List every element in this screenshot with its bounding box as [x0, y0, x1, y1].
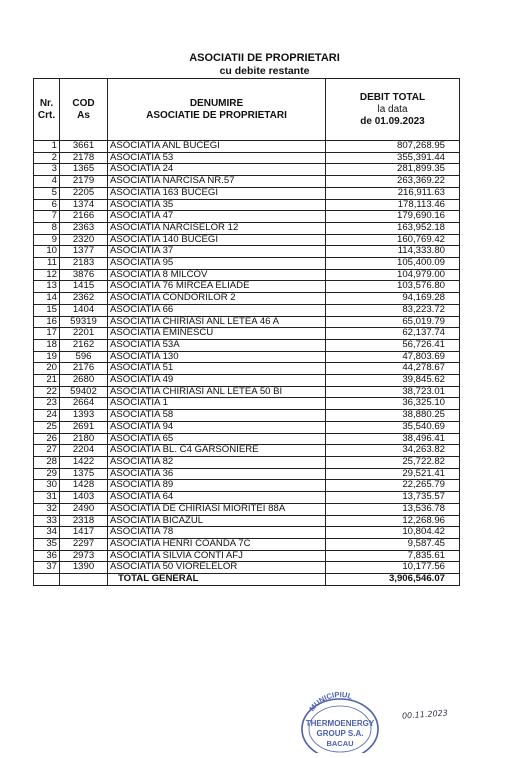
row-name: ASOCIATIA 94 — [108, 421, 326, 433]
row-cod: 2205 — [60, 187, 108, 199]
row-nr: 29 — [34, 468, 60, 480]
row-name: ASOCIATIA 64 — [108, 492, 326, 504]
header-nr-line2: Crt. — [37, 109, 56, 121]
total-empty-nr — [34, 574, 60, 586]
row-name: ASOCIATIA 51 — [108, 363, 326, 375]
row-cod: 1390 — [60, 562, 108, 574]
row-cod: 2178 — [60, 152, 108, 164]
table-row — [34, 363, 460, 375]
svg-text:MUNICIPIUL — [307, 690, 354, 713]
table-row — [34, 562, 460, 574]
row-debit: 65,019.79 — [326, 316, 460, 328]
row-name: ASOCIATIA 24 — [108, 164, 326, 176]
row-debit: 13,735.57 — [326, 492, 460, 504]
row-cod: 1417 — [60, 527, 108, 539]
debts-table — [33, 78, 460, 586]
document-subtitle: cu debite restante — [219, 65, 310, 77]
row-debit: 179,690.16 — [326, 211, 460, 223]
row-nr: 4 — [34, 176, 60, 188]
row-nr: 15 — [34, 304, 60, 316]
row-name: ASOCIATIA 82 — [108, 456, 326, 468]
row-name: ASOCIATIA 37 — [108, 246, 326, 258]
row-nr: 36 — [34, 550, 60, 562]
row-nr: 23 — [34, 398, 60, 410]
table-row — [34, 515, 460, 527]
company-stamp — [294, 685, 384, 753]
row-nr: 12 — [34, 269, 60, 281]
row-name: ASOCIATIA 76 MIRCEA ELIADE — [108, 281, 326, 293]
table-row — [34, 492, 460, 504]
stamp-line4: BACAU — [326, 739, 354, 748]
stamp-line3: GROUP S.A. — [316, 729, 364, 738]
row-nr: 7 — [34, 211, 60, 223]
row-nr: 3 — [34, 164, 60, 176]
table-row — [34, 351, 460, 363]
row-cod: 2691 — [60, 421, 108, 433]
row-cod: 1422 — [60, 456, 108, 468]
table-row — [34, 187, 460, 199]
header-nr-line1: Nr. — [39, 97, 54, 109]
row-name: ASOCIATIA 140 BUCEGI — [108, 234, 326, 246]
row-nr: 35 — [34, 538, 60, 550]
row-cod: 1428 — [60, 480, 108, 492]
table-row — [34, 152, 460, 164]
row-nr: 20 — [34, 363, 60, 375]
row-cod: 1403 — [60, 492, 108, 504]
row-debit: 12,268.96 — [326, 515, 460, 527]
row-cod: 59319 — [60, 316, 108, 328]
row-cod: 59402 — [60, 386, 108, 398]
row-name: ASOCIATIA 78 — [108, 527, 326, 539]
table-row — [34, 304, 460, 316]
row-name: ASOCIATIA 66 — [108, 304, 326, 316]
row-nr: 22 — [34, 386, 60, 398]
table-row — [34, 141, 460, 153]
row-nr: 6 — [34, 199, 60, 211]
table-row — [34, 456, 460, 468]
row-nr: 21 — [34, 375, 60, 387]
row-name: ASOCIATIA 53A — [108, 339, 326, 351]
row-name: ASOCIATIA 49 — [108, 375, 326, 387]
row-cod: 1377 — [60, 246, 108, 258]
header-cod-line2: As — [77, 109, 90, 121]
row-debit: 38,496.41 — [326, 433, 460, 445]
row-debit: 22,265.79 — [326, 480, 460, 492]
row-cod: 1404 — [60, 304, 108, 316]
table-row — [34, 211, 460, 223]
row-name: ASOCIATIA 50 VIORELELOR — [108, 562, 326, 574]
row-nr: 5 — [34, 187, 60, 199]
row-cod: 1393 — [60, 410, 108, 422]
table-row — [34, 445, 460, 457]
row-name: ASOCIATIA CONDORILOR 2 — [108, 293, 326, 305]
row-name: ASOCIATIA 58 — [108, 410, 326, 422]
row-debit: 807,268.95 — [326, 141, 460, 153]
table-row — [34, 246, 460, 258]
header-debit-line3: de 01.09.2023 — [360, 115, 425, 127]
row-name: ASOCIATIA 36 — [108, 468, 326, 480]
row-cod: 2297 — [60, 538, 108, 550]
row-cod: 2664 — [60, 398, 108, 410]
row-debit: 160,769.42 — [326, 234, 460, 246]
row-cod: 2680 — [60, 375, 108, 387]
row-nr: 2 — [34, 152, 60, 164]
row-cod: 2183 — [60, 258, 108, 270]
row-nr: 19 — [34, 351, 60, 363]
row-cod: 2162 — [60, 339, 108, 351]
row-debit: 47,803.69 — [326, 351, 460, 363]
row-debit: 29,521.41 — [326, 468, 460, 480]
row-nr: 18 — [34, 339, 60, 351]
table-row — [34, 339, 460, 351]
document-title: ASOCIATII DE PROPRIETARI — [189, 52, 340, 64]
row-name: ASOCIATIA 163 BUCEGI — [108, 187, 326, 199]
total-label: TOTAL GENERAL — [108, 574, 326, 586]
row-cod: 2180 — [60, 433, 108, 445]
row-nr: 26 — [34, 433, 60, 445]
row-nr: 13 — [34, 281, 60, 293]
row-cod: 2320 — [60, 234, 108, 246]
row-cod: 2973 — [60, 550, 108, 562]
row-nr: 24 — [34, 410, 60, 422]
row-cod: 596 — [60, 351, 108, 363]
row-name: ASOCIATIA 130 — [108, 351, 326, 363]
row-cod: 3661 — [60, 141, 108, 153]
table-row — [34, 386, 460, 398]
row-cod: 2363 — [60, 222, 108, 234]
row-cod: 1415 — [60, 281, 108, 293]
header-name-line1: DENUMIRE — [189, 97, 244, 109]
row-debit: 36,325.10 — [326, 398, 460, 410]
row-cod: 2176 — [60, 363, 108, 375]
row-name: ASOCIATIA 89 — [108, 480, 326, 492]
table-row — [34, 375, 460, 387]
row-cod: 2179 — [60, 176, 108, 188]
table-row — [34, 234, 460, 246]
table-body — [34, 141, 460, 574]
total-row — [34, 574, 460, 586]
row-cod: 1365 — [60, 164, 108, 176]
row-name: ASOCIATIA 65 — [108, 433, 326, 445]
row-nr: 1 — [34, 141, 60, 153]
row-name: ASOCIATIA NARCISA NR.57 — [108, 176, 326, 188]
table-row — [34, 164, 460, 176]
row-name: ASOCIATIA 8 MILCOV — [108, 269, 326, 281]
table-row — [34, 316, 460, 328]
row-nr: 9 — [34, 234, 60, 246]
row-debit: 83,223.72 — [326, 304, 460, 316]
row-name: ASOCIATIA CHIRIASI ANL LETEA 50 BI — [108, 386, 326, 398]
row-cod: 2204 — [60, 445, 108, 457]
row-nr: 14 — [34, 293, 60, 305]
row-debit: 355,391.44 — [326, 152, 460, 164]
stamp-line1: MUNICIPIUL — [307, 689, 354, 713]
row-nr: 10 — [34, 246, 60, 258]
row-debit: 103,576.80 — [326, 281, 460, 293]
table-header-row — [34, 79, 460, 141]
table-row — [34, 527, 460, 539]
row-nr: 30 — [34, 480, 60, 492]
row-name: ASOCIATIA BL. C4 GARSONIERE — [108, 445, 326, 457]
total-empty-cod — [60, 574, 108, 586]
row-cod: 2318 — [60, 515, 108, 527]
header-nr — [34, 79, 60, 141]
table-row — [34, 410, 460, 422]
row-debit: 39,845.62 — [326, 375, 460, 387]
row-nr: 33 — [34, 515, 60, 527]
table-row — [34, 293, 460, 305]
row-nr: 34 — [34, 527, 60, 539]
table-row — [34, 269, 460, 281]
row-nr: 25 — [34, 421, 60, 433]
total-value: 3,906,546.07 — [326, 574, 460, 586]
row-nr: 11 — [34, 258, 60, 270]
row-debit: 104,979.00 — [326, 269, 460, 281]
header-debit-line2: la data — [377, 103, 408, 115]
row-name: ASOCIATIA 1 — [108, 398, 326, 410]
row-debit: 13,536.78 — [326, 503, 460, 515]
row-name: ASOCIATIA NARCISELOR 12 — [108, 222, 326, 234]
header-debit — [326, 79, 460, 141]
row-debit: 34,263.82 — [326, 445, 460, 457]
stamp-graphic — [294, 685, 384, 753]
row-debit: 56,726.41 — [326, 339, 460, 351]
row-nr: 8 — [34, 222, 60, 234]
row-debit: 44,278.67 — [326, 363, 460, 375]
table-row — [34, 433, 460, 445]
row-debit: 62,137.74 — [326, 328, 460, 340]
table-row — [34, 398, 460, 410]
row-debit: 25,722.82 — [326, 456, 460, 468]
header-name — [108, 79, 326, 141]
header-debit-line1: DEBIT TOTAL — [359, 91, 426, 103]
table-row — [34, 281, 460, 293]
row-debit: 10,804.42 — [326, 527, 460, 539]
row-cod: 3876 — [60, 269, 108, 281]
table-row — [34, 176, 460, 188]
row-nr: 37 — [34, 562, 60, 574]
row-name: ASOCIATIA ANL BUCEGI — [108, 141, 326, 153]
row-name: ASOCIATIA 53 — [108, 152, 326, 164]
header-cod-line1: COD — [72, 97, 95, 109]
row-name: ASOCIATIA 47 — [108, 211, 326, 223]
row-nr: 16 — [34, 316, 60, 328]
table-row — [34, 538, 460, 550]
row-cod: 1375 — [60, 468, 108, 480]
row-name: ASOCIATIA HENRI COANDA 7C — [108, 538, 326, 550]
row-cod: 2166 — [60, 211, 108, 223]
row-nr: 28 — [34, 456, 60, 468]
row-debit: 178,113.46 — [326, 199, 460, 211]
row-name: ASOCIATIA DE CHIRIASI MIORITEI 88A — [108, 503, 326, 515]
row-name: ASOCIATIA BICAZUL — [108, 515, 326, 527]
table-row — [34, 550, 460, 562]
row-debit: 35,540.69 — [326, 421, 460, 433]
table-row — [34, 199, 460, 211]
stamp-line2: THERMOENERGY — [305, 719, 375, 728]
row-nr: 17 — [34, 328, 60, 340]
row-debit: 281,899.35 — [326, 164, 460, 176]
row-debit: 163,952.18 — [326, 222, 460, 234]
row-nr: 31 — [34, 492, 60, 504]
row-name: ASOCIATIA CHIRIASI ANL LETEA 46 A — [108, 316, 326, 328]
row-cod: 2201 — [60, 328, 108, 340]
row-cod: 1374 — [60, 199, 108, 211]
row-debit: 38,880.25 — [326, 410, 460, 422]
table-row — [34, 468, 460, 480]
row-debit: 7,835.61 — [326, 550, 460, 562]
row-cod: 2362 — [60, 293, 108, 305]
row-debit: 9,587.45 — [326, 538, 460, 550]
row-name: ASOCIATIA 95 — [108, 258, 326, 270]
row-name: ASOCIATIA EMINESCU — [108, 328, 326, 340]
row-debit: 38,723.01 — [326, 386, 460, 398]
row-debit: 94,169.28 — [326, 293, 460, 305]
row-nr: 27 — [34, 445, 60, 457]
header-cod — [60, 79, 108, 141]
row-debit: 114,333.80 — [326, 246, 460, 258]
table-row — [34, 222, 460, 234]
row-debit: 263,369.22 — [326, 176, 460, 188]
table-row — [34, 503, 460, 515]
table-row — [34, 328, 460, 340]
row-name: ASOCIATIA SILVIA CONTI AFJ — [108, 550, 326, 562]
header-name-line2: ASOCIATIE DE PROPRIETARI — [146, 109, 287, 121]
row-cod: 2490 — [60, 503, 108, 515]
row-name: ASOCIATIA 35 — [108, 199, 326, 211]
table-row — [34, 421, 460, 433]
row-nr: 32 — [34, 503, 60, 515]
table-row — [34, 258, 460, 270]
table-row — [34, 480, 460, 492]
row-debit: 105,400.09 — [326, 258, 460, 270]
row-debit: 10,177.56 — [326, 562, 460, 574]
row-debit: 216,911.63 — [326, 187, 460, 199]
handwritten-date: 00.11.2023 — [401, 708, 449, 721]
